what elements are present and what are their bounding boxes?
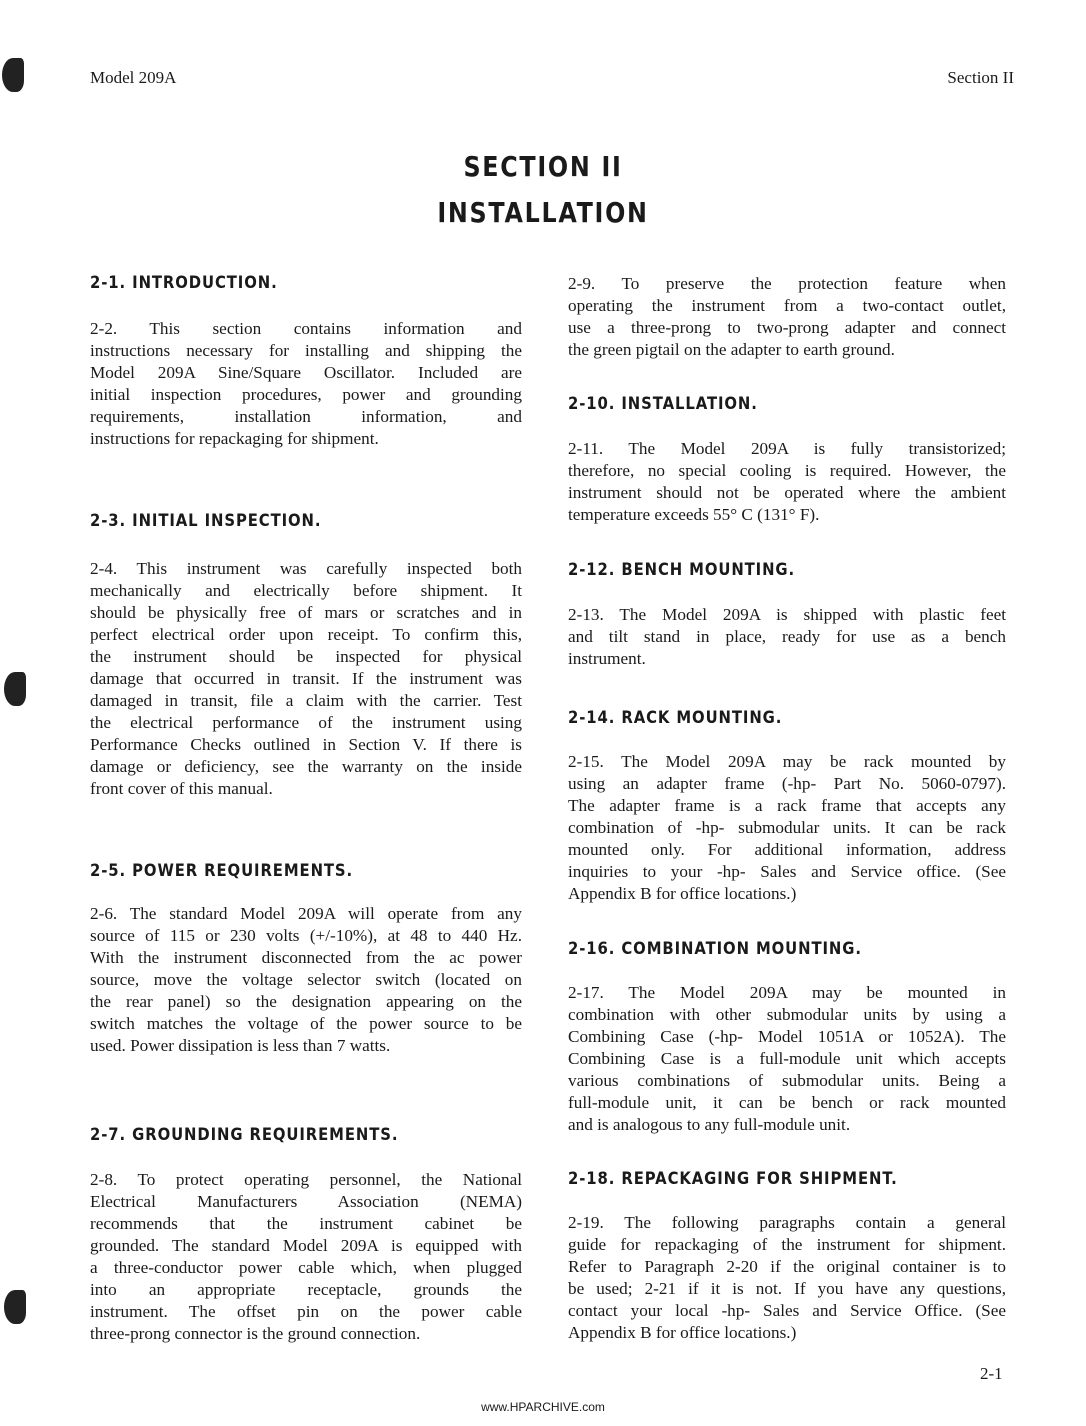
text-line: instrument. The offset pin on the power cable [90, 1302, 522, 1321]
text-line: instructions necessary for installing and shipping the [90, 341, 522, 360]
text-line: instrument should not be operated where the ambient [568, 483, 1006, 502]
section-heading: 2-7. GROUNDING REQUIREMENTS. [90, 1125, 399, 1144]
text-line: therefore, no special cooling is required. However, the [568, 461, 1006, 480]
text-line: used. Power dissipation is less than 7 watts. [90, 1036, 391, 1055]
text-line: contact your local -hp- Sales and Service Office. (See [568, 1301, 1006, 1320]
text-line: the electrical performance of the instrument using [90, 713, 522, 732]
text-line: should be physically free of mars or scratches and in [90, 603, 522, 622]
text-line: 2-4. This instrument was carefully inspected both [90, 559, 522, 578]
section-heading: 2-3. INITIAL INSPECTION. [90, 511, 322, 530]
binder-hole-mark [4, 672, 26, 706]
text-line: Refer to Paragraph 2-20 if the original container is to [568, 1257, 1006, 1276]
text-line: inquiries to your -hp- Sales and Service office. (See [568, 862, 1006, 881]
paragraph [568, 751, 1006, 905]
paragraph [568, 273, 1006, 361]
text-line: damage that occurred in transit. If the instrument was [90, 669, 522, 688]
text-line: Model 209A Sine/Square Oscillator. Included are [90, 363, 522, 382]
text-line: damaged in transit, file a claim with the carrier. Test [90, 691, 522, 710]
text-line: and is analogous to any full-module unit. [568, 1115, 851, 1134]
text-line: using an adapter frame (-hp- Part No. 5060-0797). [568, 774, 1006, 793]
binder-hole-mark [4, 1290, 26, 1324]
section-heading: 2-14. RACK MOUNTING. [568, 708, 783, 727]
text-line: 2-19. The following paragraphs contain a general [568, 1213, 1006, 1232]
header-model: Model 209A [90, 68, 177, 87]
text-line: three-prong connector is the ground connection. [90, 1324, 421, 1343]
text-line: 2-6. The standard Model 209A will operate from any [90, 904, 522, 923]
paragraph [90, 903, 522, 1057]
text-line: recommends that the instrument cabinet be [90, 1214, 522, 1233]
paragraph [90, 318, 522, 450]
text-line: various combinations of submodular units. Being a [568, 1071, 1006, 1090]
text-line: the instrument should be inspected for physical [90, 647, 522, 666]
text-line: 2-8. To protect operating personnel, the National [90, 1170, 522, 1189]
text-line: perfect electrical order upon receipt. To confirm this, [90, 625, 522, 644]
paragraph [568, 982, 1006, 1136]
text-line: guide for repackaging of the instrument for shipment. [568, 1235, 1006, 1254]
text-line: 2-15. The Model 209A may be rack mounted by [568, 752, 1006, 771]
text-line: full-module unit, it can be bench or rack mounted [568, 1093, 1006, 1112]
section-heading: 2-10. INSTALLATION. [568, 394, 758, 413]
text-line: source of 115 or 230 volts (+/-10%), at 48 to 440 Hz. [90, 926, 522, 945]
text-line: Performance Checks outlined in Section V. If there is [90, 735, 522, 754]
section-subtitle: INSTALLATION [437, 196, 649, 229]
text-line: Combining Case (-hp- Model 1051A or 1052A). The [568, 1027, 1006, 1046]
text-line: 2-17. The Model 209A may be mounted in [568, 983, 1006, 1002]
section-heading: 2-16. COMBINATION MOUNTING. [568, 939, 862, 958]
section-heading: 2-5. POWER REQUIREMENTS. [90, 861, 354, 880]
text-line: 2-2. This section contains information and [90, 319, 522, 338]
paragraph [568, 604, 1006, 670]
text-line: With the instrument disconnected from the ac power [90, 948, 522, 967]
text-line: the rear panel) so the designation appearing on the [90, 992, 522, 1011]
text-line: instrument. [568, 649, 646, 668]
section-heading: 2-12. BENCH MOUNTING. [568, 560, 796, 579]
text-line: mechanically and electrically before shipment. It [90, 581, 522, 600]
text-line: requirements, installation information, and [90, 407, 522, 426]
text-line: 2-13. The Model 209A is shipped with plastic feet [568, 605, 1006, 624]
text-line: damage or deficiency, see the warranty on the inside [90, 757, 522, 776]
binder-hole-mark [2, 58, 24, 92]
text-line: initial inspection procedures, power and grounding [90, 385, 522, 404]
text-line: 2-11. The Model 209A is fully transistorized; [568, 439, 1006, 458]
header-section: Section II [947, 68, 1014, 87]
text-line: operating the instrument from a two-contact outlet, [568, 296, 1006, 315]
paragraph [90, 558, 522, 800]
paragraph [568, 438, 1006, 526]
text-line: Appendix B for office locations.) [568, 884, 797, 903]
text-line: be used; 2-21 if it is not. If you have any questions, [568, 1279, 1006, 1298]
paragraph [90, 1169, 522, 1345]
text-line: combination with other submodular units by using a [568, 1005, 1006, 1024]
text-line: temperature exceeds 55° C (131° F). [568, 505, 820, 524]
text-line: switch matches the voltage of the power source to be [90, 1014, 522, 1033]
text-line: Combining Case is a full-module unit which accepts [568, 1049, 1006, 1068]
text-line: the green pigtail on the adapter to earth ground. [568, 340, 895, 359]
text-line: mounted only. For additional information, address [568, 840, 1006, 859]
text-line: use a three-prong to two-prong adapter and connect [568, 318, 1006, 337]
text-line: 2-9. To preserve the protection feature when [568, 274, 1006, 293]
text-line: combination of -hp- submodular units. It can be rack [568, 818, 1006, 837]
text-line: instructions for repackaging for shipment. [90, 429, 379, 448]
section-title: SECTION II [463, 150, 623, 183]
section-heading: 2-18. REPACKAGING FOR SHIPMENT. [568, 1169, 898, 1188]
text-line: Appendix B for office locations.) [568, 1323, 797, 1342]
text-line: Electrical Manufacturers Association (NEMA) [90, 1192, 522, 1211]
footer-url: www.HPARCHIVE.com [481, 1400, 605, 1414]
paragraph [568, 1212, 1006, 1344]
text-line: and tilt stand in place, ready for use as a bench [568, 627, 1006, 646]
text-line: into an appropriate receptacle, grounds the [90, 1280, 522, 1299]
page-number: 2-1 [980, 1364, 1003, 1383]
text-line: source, move the voltage selector switch (located on [90, 970, 522, 989]
text-line: a three-conductor power cable which, when plugged [90, 1258, 522, 1277]
text-line: front cover of this manual. [90, 779, 273, 798]
text-line: The adapter frame is a rack frame that accepts any [568, 796, 1006, 815]
section-heading: 2-1. INTRODUCTION. [90, 273, 278, 292]
text-line: grounded. The standard Model 209A is equipped with [90, 1236, 522, 1255]
